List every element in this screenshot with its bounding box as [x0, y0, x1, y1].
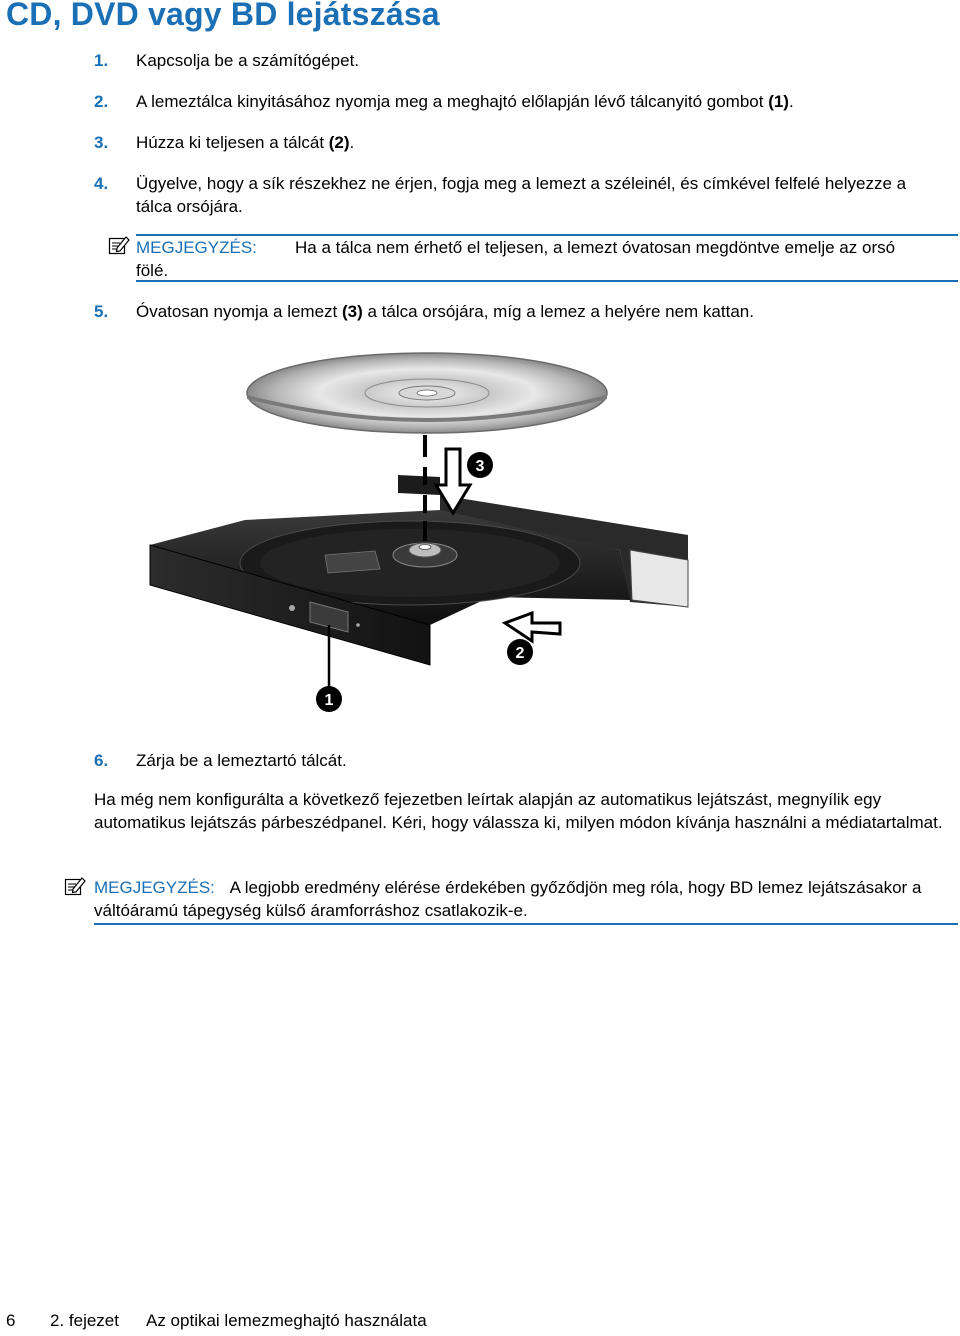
- note-text-continued: fölé.: [136, 261, 169, 280]
- disc: [247, 353, 607, 433]
- step-text: Óvatosan nyomja a lemezt (3) a tálca orsójára, míg a lemez a helyére nem kattan.: [136, 302, 754, 321]
- step-number: 2.: [94, 92, 109, 111]
- svg-text:3: 3: [475, 458, 485, 475]
- callout-2: [507, 639, 533, 665]
- svg-text:1: 1: [324, 692, 334, 709]
- step-text: Húzza ki teljesen a tálcát (2).: [136, 133, 355, 152]
- step-3: [94, 131, 954, 154]
- chapter-label: 2. fejezet: [50, 1311, 119, 1330]
- note-bottom-rule: [94, 923, 958, 925]
- step-text: Ügyelve, hogy a sík részekhez ne érjen, fogja meg a lemezt a széleinél, és címkével felfelé helyezze a tálca orsójára.: [136, 174, 907, 216]
- note-label: MEGJEGYZÉS:: [94, 878, 215, 897]
- callout-3: [467, 452, 493, 478]
- note-bottom-rule: [136, 280, 958, 282]
- note-pencil-icon: [64, 875, 86, 897]
- step-number: 5.: [94, 302, 109, 321]
- step-number: 6.: [94, 751, 109, 770]
- step-text: A lemeztálca kinyitásához nyomja meg a meghajtó előlapján lévő tálcanyitó gombot (1).: [136, 92, 794, 111]
- step-number: 3.: [94, 133, 109, 152]
- note-text: Ha a tálca nem érhető el teljesen, a lemezt óvatosan megdöntve emelje az orsó: [295, 238, 896, 257]
- note-text: A legjobb eredmény elérése érdekében győződjön meg róla, hogy BD lemez lejátszásakor a váltóáramú tápegység külső áramforráshoz csatlakozik-e.: [94, 878, 922, 920]
- callout-1: [316, 686, 342, 712]
- note-box-2: [94, 876, 958, 922]
- step-1: [94, 49, 954, 72]
- note-content: [94, 876, 944, 922]
- step-6: [94, 749, 954, 772]
- step-4: [94, 172, 924, 218]
- page-title: CD, DVD vagy BD lejátszása: [6, 0, 440, 32]
- optical-drive-illustration: [140, 345, 700, 725]
- step-number: 1.: [94, 51, 109, 70]
- step-2: [94, 90, 954, 113]
- note-pencil-icon: [108, 234, 130, 256]
- page-number: 6: [6, 1311, 16, 1330]
- step-5: [94, 300, 954, 323]
- left-arrow-icon: [505, 613, 560, 641]
- note-label: MEGJEGYZÉS:: [136, 238, 257, 257]
- autoplay-paragraph: Ha még nem konfigurálta a következő fejezetben leírtak alapján az automatikus lejátszást, megnyílik egy automatikus lejátszás párbeszédpanel. Kéri, hogy válassza ki, milyen módon kívánja használni a médiatartalmat.: [94, 790, 943, 832]
- drive-body: [150, 475, 688, 665]
- step-number: 4.: [94, 174, 109, 193]
- svg-text:2: 2: [515, 645, 525, 662]
- step-text: Zárja be a lemeztartó tálcát.: [136, 751, 347, 770]
- chapter-title: Az optikai lemezmeghajtó használata: [146, 1311, 427, 1330]
- step-text: Kapcsolja be a számítógépet.: [136, 51, 360, 70]
